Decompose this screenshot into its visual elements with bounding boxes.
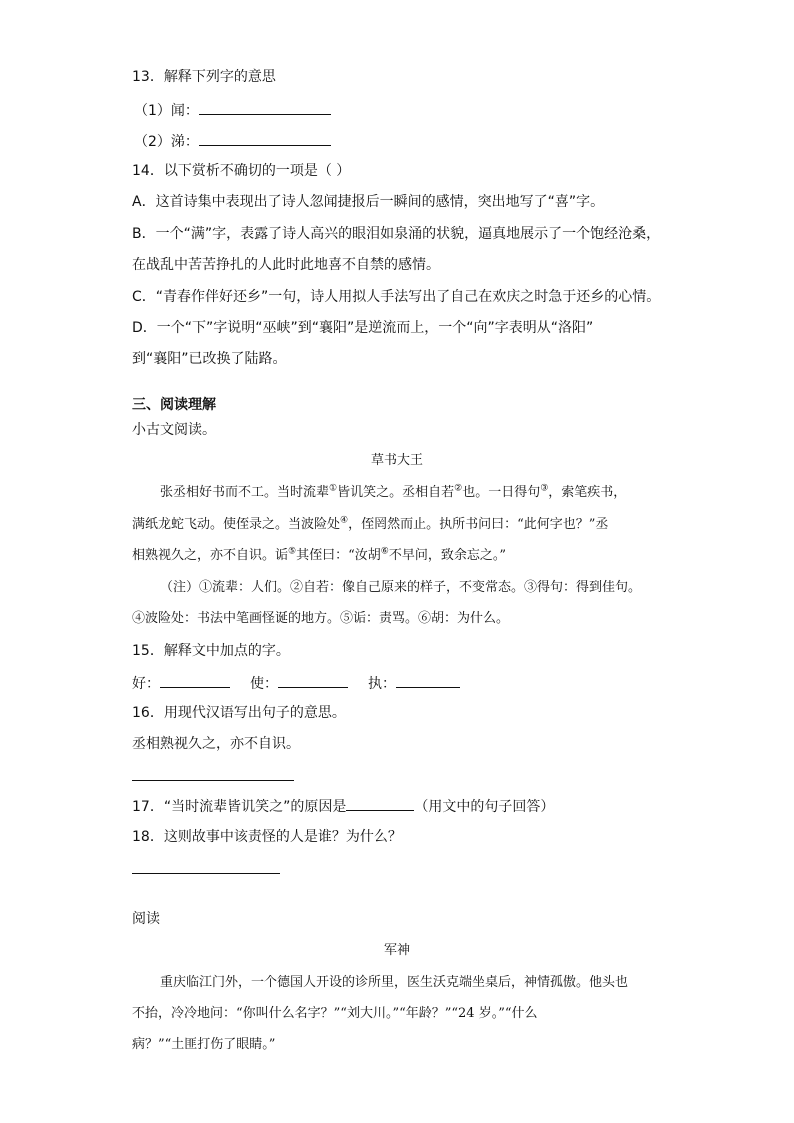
note-marker: ② <box>454 483 463 494</box>
q18-title: 18．这则故事中该责怪的人是谁？为什么？ <box>132 829 402 845</box>
q17-text: 17．“当时流辈皆讥笑之”的原因是 <box>132 799 347 815</box>
passage1-text: 也。一日得句 <box>462 485 541 500</box>
passage1-line1 <box>160 484 626 502</box>
q13-title: 13．解释下列字的意思 <box>132 69 276 85</box>
q16-answer-line[interactable] <box>132 780 294 781</box>
note-marker: ⑤ <box>288 546 297 557</box>
q13-item1-label: （1）闻： <box>134 103 199 119</box>
q15-blank-hao[interactable] <box>160 673 230 688</box>
passage1-text: 满纸龙蛇飞动。使侄录之。当波险处 <box>132 517 341 532</box>
q15-title: 15．解释文中加点的字。 <box>132 643 290 659</box>
q17-blank[interactable] <box>346 796 414 811</box>
passage2-line1: 重庆临江门外，一个德国人开设的诊所里，医生沃克端坐桌后，神情孤傲。他头也 <box>160 975 629 990</box>
q14-option-d-line2: 到“襄阳”已改换了陆路。 <box>132 351 287 367</box>
q13-item2-blank[interactable] <box>199 131 331 146</box>
q13-item2 <box>134 131 331 151</box>
section3-intro: 小古文阅读。 <box>132 422 216 438</box>
q13-item1 <box>134 100 331 120</box>
passage1-text: 不早问，致余忘之。” <box>388 548 506 563</box>
q13-item2-label: （2）涕： <box>134 134 199 150</box>
section3-heading: 三、阅读理解 <box>132 397 216 413</box>
q15-answers <box>132 673 460 693</box>
passage2-line2: 不抬，冷冷地问：“你叫什么名字？”“刘大川。”“年龄？”“24 岁。”“什么 <box>132 1006 538 1021</box>
passage1-title: 草书大王 <box>370 453 423 468</box>
passage2-title: 军神 <box>383 943 410 958</box>
q15-blank-zhi[interactable] <box>396 673 460 688</box>
q15-label-shi: 使： <box>250 676 278 692</box>
note-marker: ⑥ <box>380 546 389 557</box>
q14-option-a: A．这首诗集中表现出了诗人忽闻捷报后一瞬间的感情，突出地写了“喜”字。 <box>132 194 605 210</box>
q14-option-d-line1: D．一个“下”字说明“巫峡”到“襄阳”是逆流而上，一个“向”字表明从“洛阳” <box>132 320 594 336</box>
note-marker: ③ <box>540 483 549 494</box>
q14-title: 14．以下赏析不确切的一项是（ ） <box>132 163 351 179</box>
q16-title: 16．用现代汉语写出句子的意思。 <box>132 705 346 721</box>
note-marker: ④ <box>340 515 349 526</box>
q15-label-hao: 好： <box>132 676 160 692</box>
passage1-text: 其侄曰：“汝胡 <box>296 548 381 563</box>
passage1-line2 <box>132 516 608 534</box>
passage1-text: 张丞相好书而不工。当时流辈 <box>160 485 330 500</box>
passage1-text: 皆讥笑之。丞相自若 <box>337 485 455 500</box>
q16-sentence: 丞相熟视久之，亦不自识。 <box>132 736 300 752</box>
passage1-text: ，索笔疾书， <box>548 485 627 500</box>
q13-item1-blank[interactable] <box>199 100 331 115</box>
passage1-line3 <box>132 547 506 565</box>
q17 <box>132 796 554 816</box>
passage1-note2: ④波险处：书法中笔画怪诞的地方。⑤诟：责骂。⑥胡：为什么。 <box>132 611 510 626</box>
reading2-label: 阅读 <box>132 911 160 927</box>
passage1-text: ，侄罔然而止。执所书问曰：“此何字也？”丞 <box>348 517 609 532</box>
q15-blank-shi[interactable] <box>278 673 348 688</box>
q14-option-c: C．“青春作伴好还乡”一句，诗人用拟人手法写出了自己在欢庆之时急于还乡的心情。 <box>132 289 661 305</box>
q14-option-b-line2: 在战乱中苦苦挣扎的人此时此地喜不自禁的感情。 <box>132 257 440 273</box>
q15-label-zhi: 执： <box>368 676 396 692</box>
q18-answer-line[interactable] <box>132 873 280 874</box>
passage1-text: 相熟视久之，亦不自识。诟 <box>132 548 289 563</box>
q17-text: （用文中的句子回答） <box>414 799 555 815</box>
passage1-note1: （注）①流辈：人们。②自若：像自己原来的样子，不变常态。③得句：得到佳句。 <box>160 580 642 595</box>
q14-option-b-line1: B．一个“满”字，表露了诗人高兴的眼泪如泉涌的状貌，逼真地展示了一个饱经沧桑， <box>132 226 661 242</box>
passage2-line3: 病？”“土匪打伤了眼睛。” <box>132 1037 276 1052</box>
note-marker: ① <box>329 483 338 494</box>
